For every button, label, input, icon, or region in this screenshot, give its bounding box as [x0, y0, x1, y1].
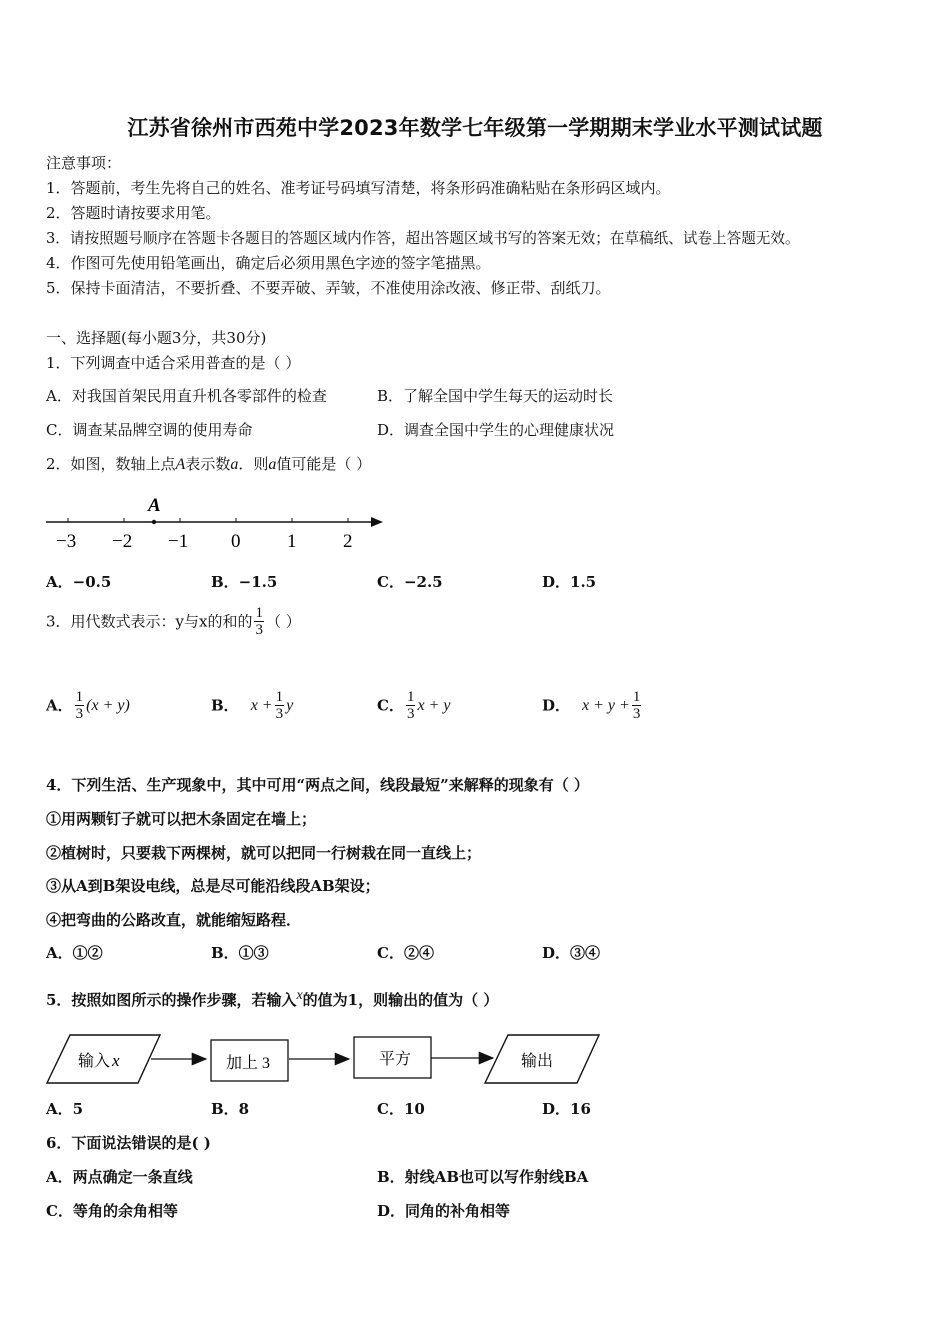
q2-point-a: A: [175, 456, 186, 473]
q1-option-c: C．调查某品牌空调的使用寿命: [46, 421, 253, 439]
fraction-numerator: 1: [275, 689, 284, 705]
flow-output-label: 输出: [521, 1053, 554, 1070]
expression: y: [286, 697, 294, 714]
q4-option-b: B．①③: [211, 944, 269, 962]
q4-stem: 4．下列生活、生产现象中，其中可用“两点之间，线段最短”来解释的现象有（ ）: [46, 776, 589, 794]
notice-item-3: 3．请按照题号顺序在答题卡各题目的答题区域内作答，超出答题区域书写的答案无效；在草稿纸、试卷上答题无效。: [46, 230, 800, 247]
q6-option-a: A．两点确定一条直线: [46, 1168, 193, 1186]
q2-stem-b: 表示数: [185, 455, 231, 473]
q3-a-fraction: [75, 690, 85, 722]
q2-stem: [46, 453, 371, 474]
fraction-numerator: 1: [75, 689, 84, 705]
point-a-label: A: [148, 495, 161, 516]
q3-option-a: [46, 690, 130, 722]
q3-option-c: [377, 690, 450, 722]
q6-option-c: C．等角的余角相等: [46, 1202, 178, 1220]
flow-input-var: x: [112, 1051, 120, 1070]
q2-option-b: B．−1.5: [211, 573, 278, 591]
q4-option-c: C．②④: [377, 944, 434, 962]
q2-stem-d: 值可能是（ ）: [276, 455, 372, 473]
q3-option-b: [211, 690, 293, 722]
q3-stem: [46, 606, 301, 638]
expression: (x + y): [86, 697, 130, 714]
q5-option-a: A．5: [46, 1100, 84, 1118]
flow-add-label: 加上 3: [226, 1055, 271, 1072]
q4-option-a: A．①②: [46, 944, 103, 962]
option-label: A．: [46, 696, 73, 715]
q2-option-a: A．−0.5: [46, 573, 112, 591]
q6-option-b: B．射线AB也可以写作射线BA: [377, 1168, 589, 1186]
fraction-denominator: 3: [75, 706, 84, 722]
notice-heading: 注意事项：: [46, 154, 122, 172]
tick-label: −1: [168, 531, 189, 552]
q3-c-fraction: [406, 690, 416, 722]
point-a-marker: [152, 520, 156, 524]
tick-label: 2: [343, 531, 353, 552]
q5-stem-a: 5．按照如图所示的操作步骤，若输入: [46, 991, 297, 1009]
fraction-denominator: 3: [406, 706, 415, 722]
notice-item-1: 1．答题前，考生先将自己的姓名、准考证号码填写清楚，将条形码准确粘贴在条形码区域内。: [46, 179, 671, 197]
q5-var-x: x: [296, 988, 303, 1003]
q2-stem-a: 2．如图，数轴上点: [46, 455, 176, 473]
q3-d-fraction: [632, 690, 642, 722]
q3-option-d: [542, 690, 643, 722]
option-label: C．: [377, 696, 404, 715]
notice-item-4: 4．作图可先使用铅笔画出，确定后必须用黑色字迹的签字笔描黑。: [46, 254, 491, 272]
q2-var-a2: a: [268, 456, 277, 473]
q5-option-b: B．8: [211, 1100, 250, 1118]
expression: x +: [250, 697, 273, 714]
q4-statement-3: ③从A到B架设电线，总是尽可能沿线段AB架设；: [46, 877, 380, 895]
option-label: D．: [542, 696, 571, 715]
fraction-numerator: 1: [406, 689, 415, 705]
fraction-numerator: 1: [255, 605, 263, 621]
number-line-figure: [40, 490, 400, 555]
q5-option-d: D．16: [542, 1100, 591, 1118]
tick-label: −3: [56, 531, 77, 552]
q4-statement-1: ①用两颗钉子就可以把木条固定在墙上；: [46, 810, 317, 828]
q1-option-b: B．了解全国中学生每天的运动时长: [377, 387, 614, 405]
flowchart-figure: [40, 1028, 610, 1090]
fraction-denominator: 3: [632, 706, 641, 722]
q2-option-d: D．1.5: [542, 573, 597, 591]
tick-label: 0: [231, 531, 241, 552]
fraction-denominator: 3: [255, 622, 263, 638]
number-line-arrow: [371, 517, 383, 527]
fraction-denominator: 3: [275, 706, 284, 722]
q4-statement-2: ②植树时，只要栽下两棵树，就可以把同一行树栽在同一直线上；: [46, 844, 482, 862]
q2-var-a: a: [230, 456, 239, 473]
section-heading: 一、选择题(每小题3分，共30分): [46, 329, 267, 347]
q3-stem-end: （ ）: [265, 612, 301, 631]
flow-square-label: 平方: [379, 1051, 412, 1068]
notice-item-2: 2．答题时请按要求用笔。: [46, 204, 221, 222]
q2-option-c: C．−2.5: [377, 573, 443, 591]
q3-fraction: [254, 606, 264, 638]
q2-stem-c: ．则: [238, 455, 269, 473]
q4-option-d: D．③④: [542, 944, 601, 962]
notice-item-5: 5．保持卡面清洁，不要折叠、不要弄破、弄皱，不准使用涂改液、修正带、刮纸刀。: [46, 279, 611, 297]
expression: x + y: [417, 697, 451, 714]
q5-stem: [46, 988, 498, 1010]
q1-option-a: A．对我国首架民用直升机各零部件的检查: [46, 387, 327, 405]
q5-stem-b: 的值为1，则输出的值为（ ）: [302, 991, 499, 1009]
q1-stem: 1．下列调查中适合采用普查的是（ ）: [46, 354, 301, 372]
q3-b-fraction: [275, 690, 285, 722]
q6-stem: 6．下面说法错误的是( ): [46, 1134, 211, 1152]
tick-label: 1: [287, 531, 297, 552]
q5-option-c: C．10: [377, 1100, 425, 1118]
q1-option-d: D．调查全国中学生的心理健康状况: [377, 421, 615, 439]
tick-label: −2: [112, 531, 133, 552]
expression: x + y +: [582, 697, 630, 714]
q3-stem-text: 3．用代数式表示：y与x的和的: [46, 612, 253, 631]
option-label: B．: [211, 696, 239, 715]
q4-statement-4: ④把弯曲的公路改直，就能缩短路程．: [46, 911, 302, 929]
q6-option-d: D．同角的补角相等: [377, 1202, 511, 1220]
flow-input-label: 输入: [78, 1053, 111, 1070]
page-title: 江苏省徐州市西苑中学2023年数学七年级第一学期期末学业水平测试试题: [127, 116, 823, 140]
fraction-numerator: 1: [632, 689, 641, 705]
